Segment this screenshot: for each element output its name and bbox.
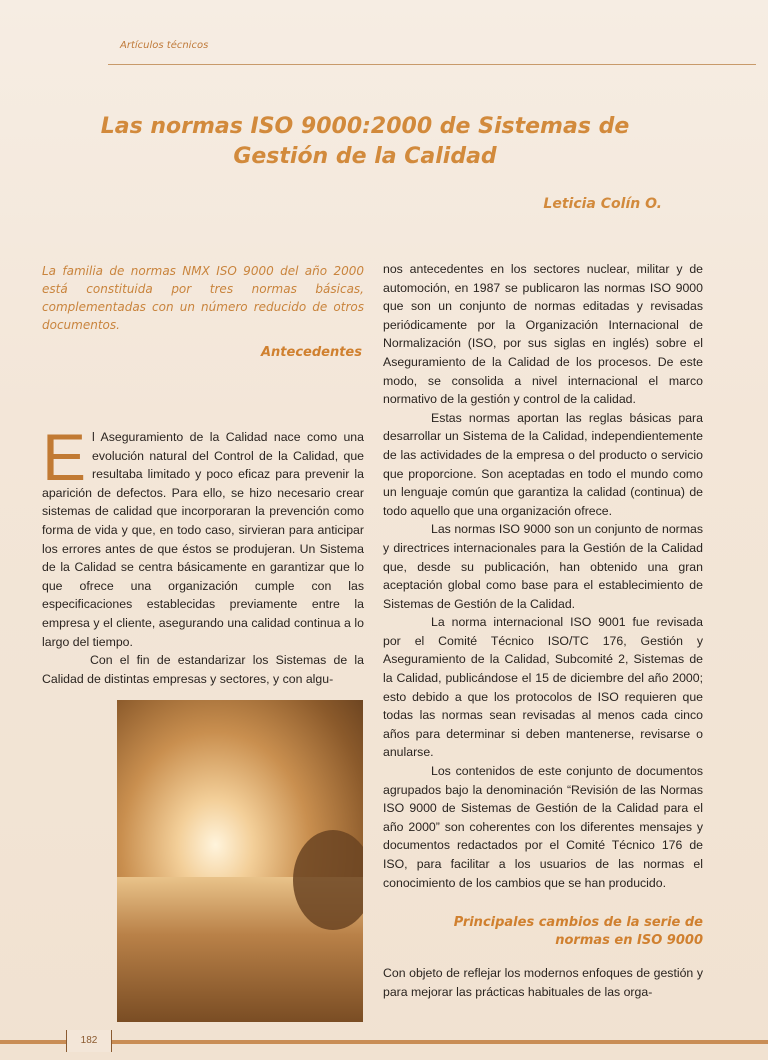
paragraph: Las normas ISO 9000 son un conjunto de normas y directrices internacionales para la Gestión de la Calidad que, desde su publicación, han obtenido una gran aceptación global como base para el establecimiento de Sistemas de Gestión de la Calidad.: [383, 522, 703, 611]
paragraph: Los contenidos de este conjunto de documentos agrupados bajo la denominación “Revisión de las Normas ISO 9000 de Sistemas de Gestión de la Calidad para el año 2000” son coherentes con los diferentes mensajes y documentos redactados por el Comité Técnico 176 de ISO, para facilitar a los usuarios de las normas el conocimiento de los cambios que se han producido.: [383, 764, 703, 890]
header-rule: [108, 64, 756, 65]
paragraph: nos antecedentes en los sectores nuclear, militar y de automoción, en 1987 se publicaron las normas ISO 9000 que son un conjunto de normas editadas y revisadas periódicamente por la Organización Internacional de Normalización (ISO, por sus siglas en inglés) sobre el Aseguramiento de la Calidad de los procesos. De este modo, se consolida a nivel internacional el marco normativo de la gestión y control de la calidad.: [383, 262, 703, 407]
title-line-2: Gestión de la Calidad: [233, 144, 497, 169]
page-number: 182: [66, 1030, 112, 1052]
section-heading-antecedentes: Antecedentes: [260, 345, 362, 360]
paragraph: Con objeto de reflejar los modernos enfoques de gestión y para mejorar las prácticas habituales de las orga-: [383, 966, 703, 999]
sunset-photo: [117, 700, 363, 1022]
article-title: [60, 112, 670, 172]
heading-line: Principales cambios de la serie de: [453, 915, 703, 931]
section-heading-cambios: [383, 914, 703, 950]
left-column: [42, 420, 364, 1022]
paragraph: La norma internacional ISO 9001 fue revisada por el Comité Técnico ISO/TC 176, Gestión y Aseguramiento de la Calidad, Subcomité 2, Sistemas de la Calidad, publicándose el 15 de diciembre del año 2000; esto debido a que los protocolos de ISO requieren que todas las normas sean revisadas al menos cada cinco años para determinar si deben mantenerse, revisarse o anularse.: [383, 615, 703, 760]
author: Leticia Colín O.: [543, 196, 662, 212]
footer: [0, 1030, 768, 1054]
title-line-1: Las normas ISO 9000:2000 de Sistemas de: [100, 114, 630, 139]
drop-cap: E: [42, 420, 87, 494]
section-header: Artículos técnicos: [120, 40, 209, 51]
paragraph: l Aseguramiento de la Calidad nace como una evolución natural del Control de la Calidad, que resultaba limitado y poco eficaz para prevenir la aparición de defectos. Para ello, se hizo necesario crear sistemas de calidad que incorporaran la prevención como forma de vida y que, en todo caso, sirvieran para anticipar los errores antes de que éstos se produjeran. Un Sistema de la Calidad se centra básicamente en garantizar que lo que ofrece una organización cumple con las especificaciones establecidas previamente entre la empresa y el cliente, asegurando una calidad continua a lo largo del tiempo.: [42, 430, 364, 649]
footer-bar: [0, 1040, 768, 1044]
paragraph: Con el fin de estandarizar los Sistemas de la Calidad de distintas empresas y sectores, y con algu-: [42, 653, 364, 686]
right-column: [383, 260, 703, 1001]
heading-line: normas en ISO 9000: [555, 933, 703, 949]
lead-paragraph: La familia de normas NMX ISO 9000 del año 2000 está constituida por tres normas básicas, complementadas con un número reducido de otros documentos.: [42, 264, 364, 332]
paragraph: Estas normas aportan las reglas básicas para desarrollar un Sistema de la Calidad, independientemente de las actividades de la empresa o del producto o servicio que proporcione. Son aceptadas en todo el mundo como un lenguaje común que garantiza la calidad (continua) de todo aquello que una organización ofrece.: [383, 410, 703, 518]
